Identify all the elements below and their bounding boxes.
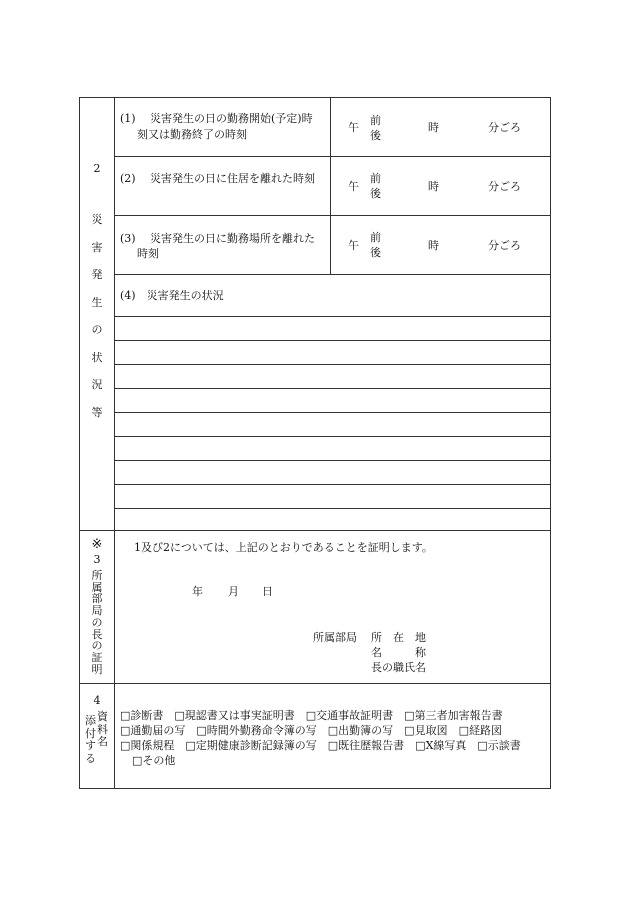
date-month: 月 [228, 585, 239, 598]
location-label: 所 在 地 [371, 631, 426, 644]
label-column-divider [114, 98, 115, 788]
item3-text: 災害発生の日に勤務場所を離れた [150, 232, 315, 245]
situation-line [114, 436, 550, 437]
situation-line [114, 364, 550, 365]
item3-pm: 後 [370, 246, 381, 259]
section3-number: 3 [93, 553, 101, 566]
section4-label-col1: 添 付 す る [85, 714, 96, 765]
item3-am: 前 [370, 231, 381, 244]
office-label: 所属部局 [313, 631, 357, 644]
row-divider [114, 156, 550, 157]
item1-ampm-prefix: 午 [348, 121, 359, 134]
item1-minute: 分ごろ [488, 121, 521, 134]
item1-number: (1) [120, 112, 136, 125]
item1-am: 前 [370, 114, 381, 127]
section-divider [80, 530, 550, 531]
item1-text-line2: 刻又は勤務終了の時刻 [137, 128, 247, 141]
item3-ampm-prefix: 午 [348, 239, 359, 252]
situation-line [114, 340, 550, 341]
attachment-line-3: □関係規程 □定期健康診断記録簿の写 □既往歴報告書 □X線写真 □示談書 [120, 739, 521, 752]
item1-pm: 後 [370, 129, 381, 142]
attachment-line-2: □通勤届の写 □時間外勤務命令簿の写 □出勤簿の写 □見取図 □経路図 [120, 724, 502, 737]
attachment-line-4: □その他 [132, 754, 176, 767]
item2-ampm-prefix: 午 [348, 180, 359, 193]
section4-number: 4 [93, 694, 101, 707]
item1-text: 災害発生の日の勤務開始(予定)時 [150, 112, 313, 125]
item1-hour: 時 [428, 121, 439, 134]
section3-label: 所 属 部 局 の 長 の 証 明 [91, 569, 103, 676]
form-table [79, 97, 551, 789]
attachment-line-1: □診断書 □現認書又は事実証明書 □交通事故証明書 □第三者加害報告書 [120, 709, 503, 722]
section4-label-col2: 資 料 名 [97, 710, 108, 748]
section2-label: 災 害 発 生 の 状 況 等 [91, 213, 103, 419]
item2-pm: 後 [370, 187, 381, 200]
situation-line [114, 484, 550, 485]
time-column-divider [330, 98, 331, 274]
situation-line [114, 412, 550, 413]
situation-line [114, 508, 550, 509]
certification-statement: 1及び2については、上記のとおりであることを証明します。 [134, 541, 433, 554]
item3-hour: 時 [428, 239, 439, 252]
item2-number: (2) [120, 172, 136, 185]
item2-hour: 時 [428, 180, 439, 193]
row-divider [114, 274, 550, 275]
item3-text-line2: 時刻 [137, 247, 159, 260]
name-label: 名 称 [371, 646, 426, 659]
item2-minute: 分ごろ [488, 180, 521, 193]
situation-line [114, 316, 550, 317]
section-divider [80, 683, 550, 684]
situation-label: (4) 災害発生の状況 [120, 289, 224, 302]
row-divider [114, 215, 550, 216]
section2-number: 2 [93, 162, 101, 175]
situation-line [114, 388, 550, 389]
item3-number: (3) [120, 232, 136, 245]
item3-minute: 分ごろ [488, 239, 521, 252]
head-label: 長の職氏名 [371, 661, 426, 674]
section3-mark: ※ [91, 537, 103, 552]
item2-am: 前 [370, 172, 381, 185]
item2-text: 災害発生の日に住居を離れた時刻 [150, 172, 315, 185]
date-day: 日 [262, 585, 273, 598]
date-year: 年 [192, 585, 203, 598]
situation-line [114, 460, 550, 461]
